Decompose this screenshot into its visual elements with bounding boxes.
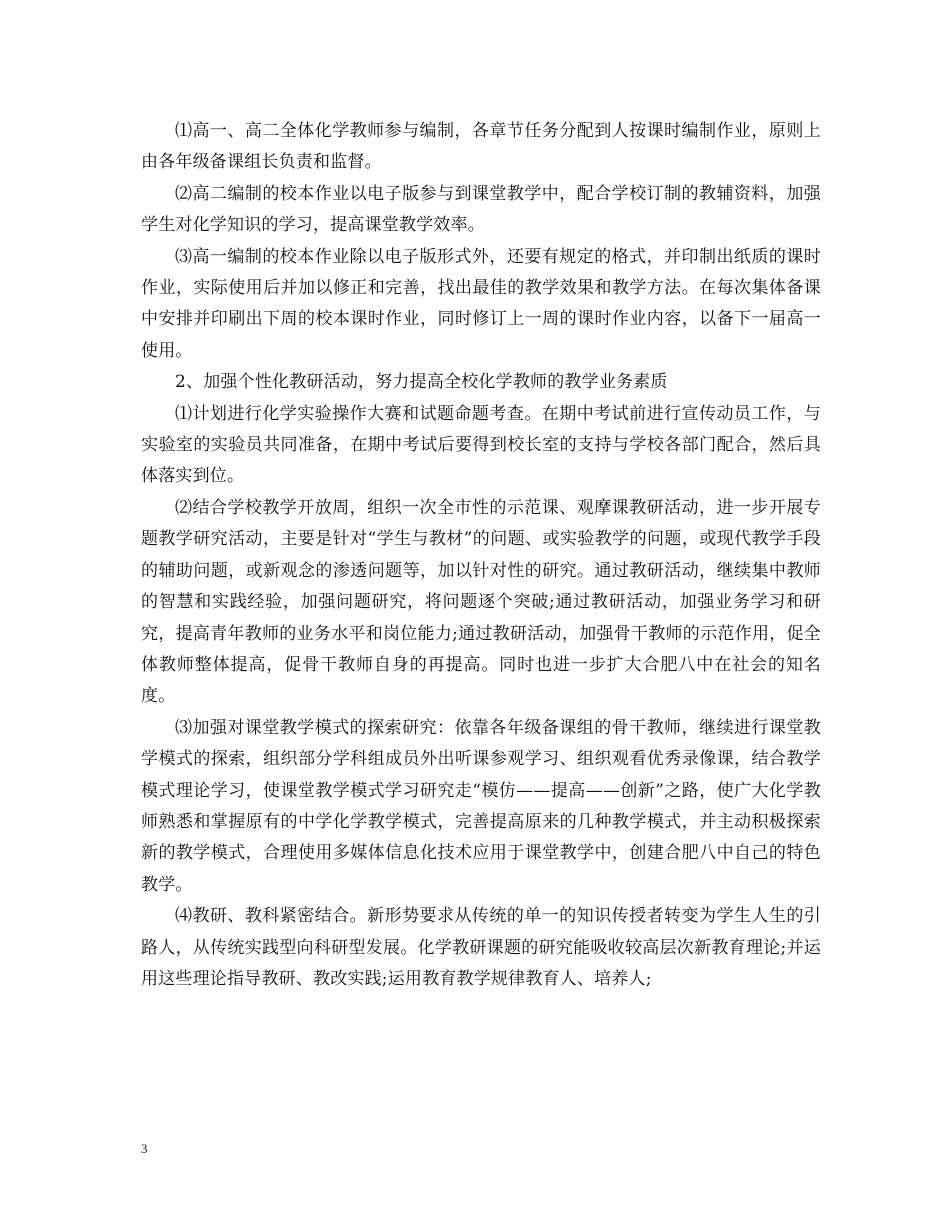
document-body [141, 116, 821, 995]
paragraph-teaching-model: ⑶加强对课堂教学模式的探索研究：依靠各年级备课组的骨干教师，继续进行课堂教学模式的探索，组织部分学科组成员外出听课参观学习、组织观看优秀录像课，结合教学模式理论学习，使课堂教学模式学习研究走“模仿——提高——创新”之路，使广大化学教师熟悉和掌握原有的中学化学教学模式，完善提高原来的几种教学模式，并主动积极探索新的教学模式，合理使用多媒体信息化技术应用于课堂教学中，创建合肥八中自己的特色教学。 [141, 717, 821, 895]
paragraph-grade-one-homework: ⑶高一编制的校本作业除以电子版形式外，还要有规定的格式，并印制出纸质的课时作业，实际使用后并加以修正和完善，找出最佳的教学效果和教学方法。在每次集体备课中安排并印刷出下周的校本课时作业，同时修订上一周的课时作业内容，以备下一届高一使用。 [141, 246, 821, 361]
section-heading-research-activities: 2、加强个性化教研活动，努力提高全校化学教师的教学业务素质 [175, 372, 668, 393]
paragraph-research-integration: ⑷教研、教科紧密结合。新形势要求从传统的单一的知识传授者转变为学生人生的引路人，从传统实践型向科研型发展。化学教研课题的研究能吸收较高层次新教育理论;并运用这些理论指导教研、教改实践;运用教育教学规律教育人、培养人; [141, 906, 821, 989]
page-number: 3 [141, 1141, 148, 1156]
paragraph-open-week: ⑵结合学校教学开放周，组织一次全市性的示范课、观摩课教研活动，进一步开展专题教学研究活动，主要是针对“学生与教材”的问题、或实验教学的问题，或现代教学手段的辅助问题，或新观念的渗透问题等，加以针对性的研究。通过教研活动，继续集中教师的智慧和实践经验，加强问题研究，将问题逐个突破;通过教研活动，加强业务学习和研究，提高青年教师的业务水平和岗位能力;通过教研活动，加强骨干教师的示范作用，促全体教师整体提高，促骨干教师自身的再提高。同时也进一步扩大合肥八中在社会的知名度。 [141, 497, 821, 707]
paragraph-experiment-contest: ⑴计划进行化学实验操作大赛和试题命题考查。在期中考试前进行宣传动员工作，与实验室的实验员共同准备，在期中考试后要得到校长室的支持与学校各部门配合，然后具体落实到位。 [141, 403, 821, 487]
paragraph-grade-two-homework: ⑵高二编制的校本作业以电子版参与到课堂教学中，配合学校订制的教辅资料，加强学生对化学知识的学习，提高课堂教学效率。 [141, 183, 821, 236]
paragraph-compilation-duty: ⑴高一、高二全体化学教师参与编制，各章节任务分配到人按课时编制作业，原则上由各年级备课组长负责和监督。 [141, 121, 821, 173]
